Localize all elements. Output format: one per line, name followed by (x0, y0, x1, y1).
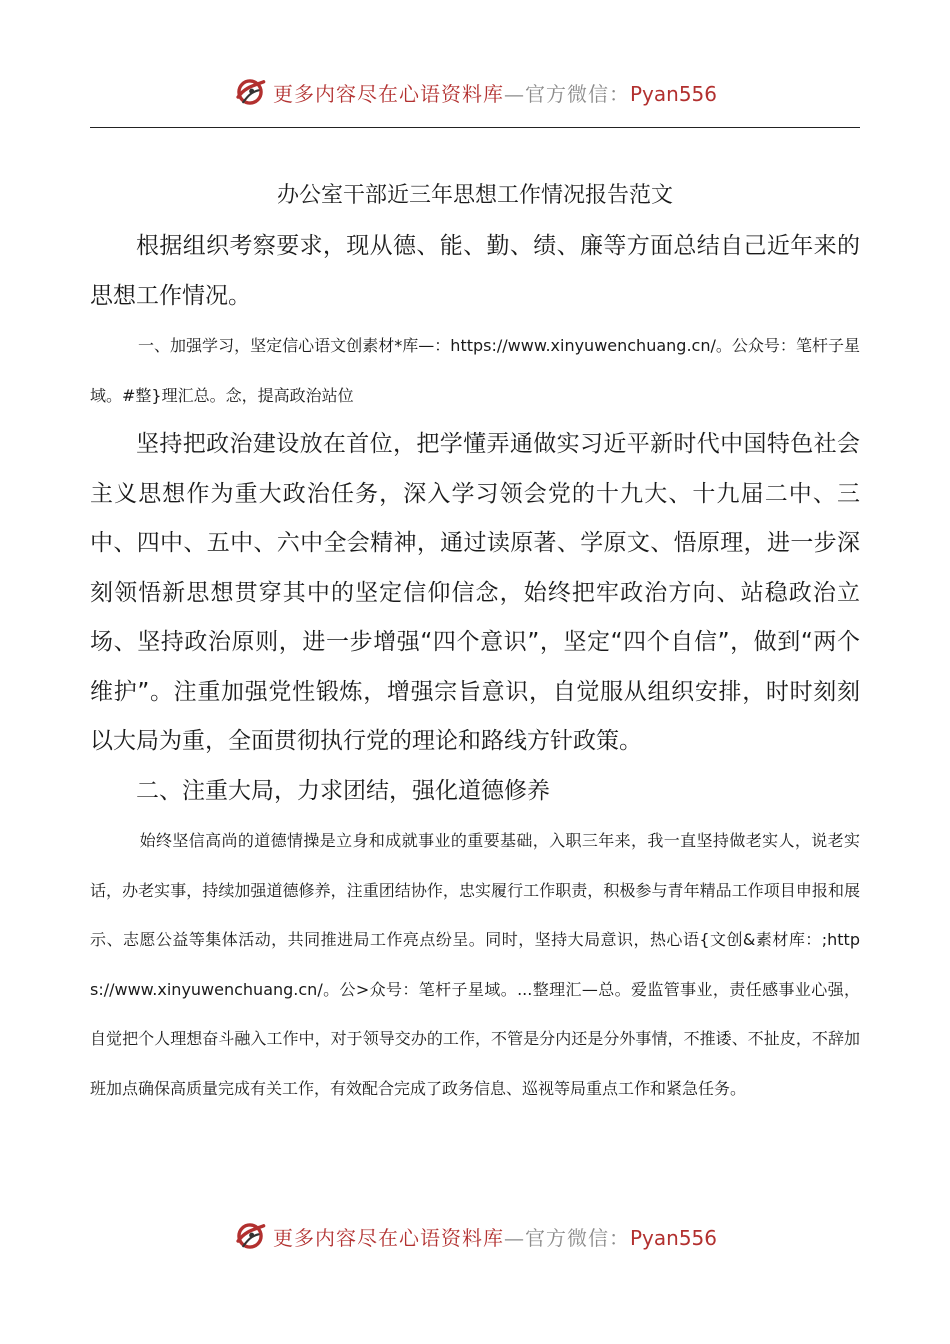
banner-separator: — (503, 81, 525, 106)
banner-slogan: 更多内容尽在心语资料库 (272, 1225, 504, 1250)
banner-separator: — (503, 1225, 525, 1250)
banner-text (273, 1222, 717, 1251)
intro-paragraph: 根据组织考察要求，现从德、能、勤、绩、廉等方面总结自己近年来的思想工作情况。 (90, 233, 860, 309)
banner-wechat-label: 官方微信： (524, 81, 630, 106)
banner-slogan: 更多内容尽在心语资料库 (272, 81, 504, 106)
header-banner (0, 70, 950, 114)
section1-body: 坚持把政治建设放在首位，把学懂弄通做实习近平新时代中国特色社会主义思想作为重大政治任务，深入学习领会党的十九大、十九届二中、三中、四中、五中、六中全会精神，通过读原著、学原文、悟原理，进一步深刻领悟新思想贯穿其中的坚定信仰信念，始终把牢政治方向、站稳政治立场、坚持政治原则，进一步增强“四个意识”，坚定“四个自信”，做到“两个维护”。注重加强党性锻炼，增强宗旨意识，自觉服从组织安排，时时刻刻以大局为重，全面贯彻执行党的理论和路线方针政策。 (90, 431, 860, 754)
banner-text (273, 78, 717, 107)
banner-wechat-label: 官方微信： (524, 1225, 630, 1250)
page-title: 办公室干部近三年思想工作情况报告范文 (276, 183, 673, 208)
banner-wechat-id: Pyan556 (629, 1225, 717, 1250)
section2-heading: 二、注重大局，力求团结，强化道德修养 (136, 777, 550, 804)
section1-heading: 一、加强学习，坚定信心语文创素材*库—：https://www.xinyuwenchuang.cn/。公众号：笔杆子星域。#整}理汇总。念，提高政治站位 (90, 336, 860, 405)
swirl-logo-icon (233, 75, 267, 109)
footer-banner (0, 1214, 950, 1258)
section2-body: 始终坚信高尚的道德情操是立身和成就事业的重要基础，入职三年来，我一直坚持做老实人，说老实话，办老实事，持续加强道德修养，注重团结协作，忠实履行工作职责，积极参与青年精品工作项目申报和展示、志愿公益等集体活动，共同推进局工作亮点纷呈。同时，坚持大局意识，热心语{文创&素材库：;https://www.xinyuwenchuang.cn/。公>众号：笔杆子星域。...整理汇—总。爱监管事业，责任感事业心强，自觉把个人理想奋斗融入工作中，对于领导交办的工作，不管是分内还是分外事情，不推诿、不扯皮，不辞加班加点确保高质量完成有关工作，有效配合完成了政务信息、巡视等局重点工作和紧急任务。 (90, 831, 860, 1098)
document-body (90, 170, 860, 1113)
banner-wechat-id: Pyan556 (629, 81, 717, 106)
swirl-logo-icon (233, 1219, 267, 1253)
header-divider (90, 127, 860, 128)
